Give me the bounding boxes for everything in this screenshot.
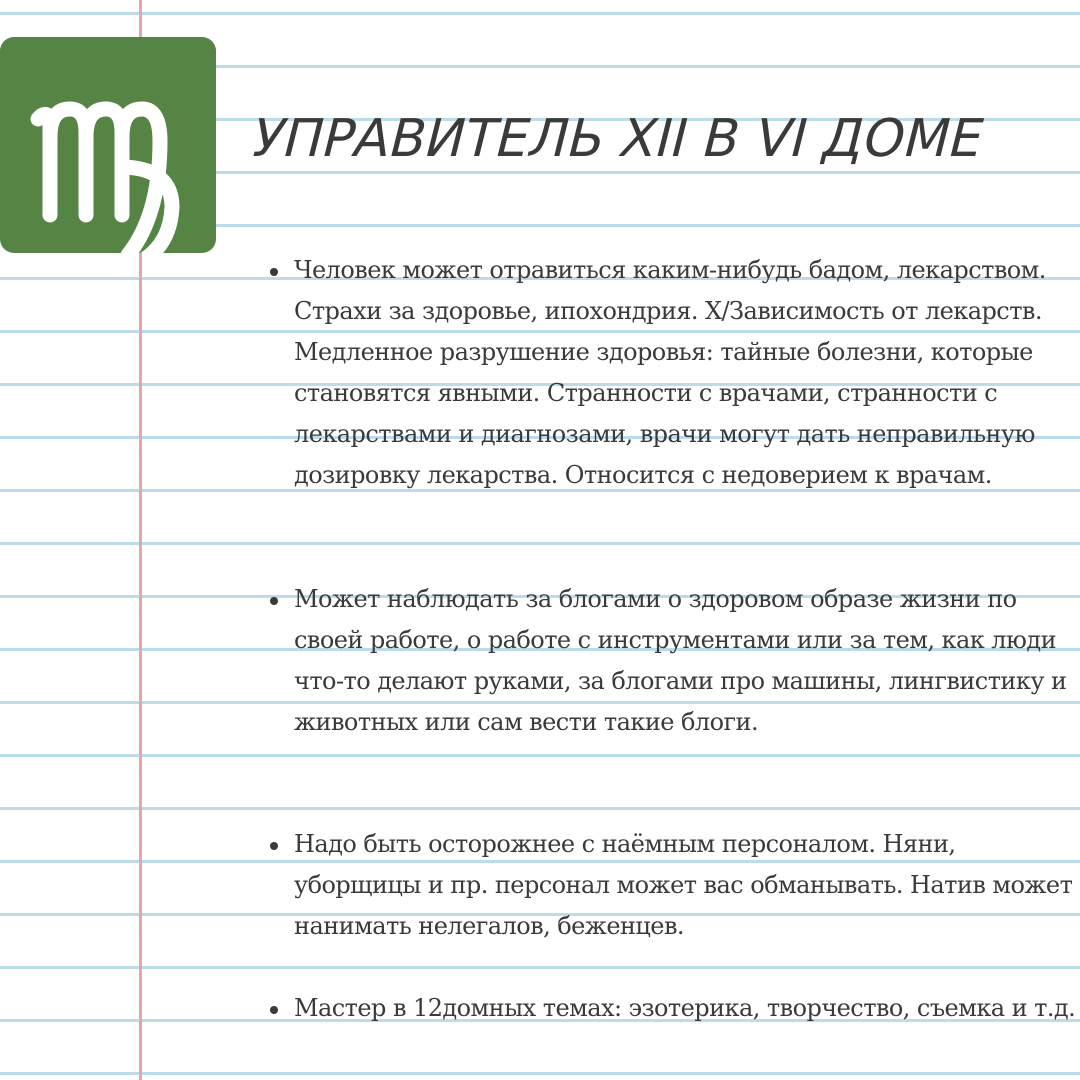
list-item [294, 579, 1080, 743]
bullet-dot [270, 1006, 278, 1014]
page-title: УПРАВИТЕЛЬ XII В VI ДОМЕ [245, 109, 991, 169]
list-item-text: Надо быть осторожнее с наёмным персоналом. Няни, уборщицы и пр. персонал может вас обманывать. Натив может нанимать нелегалов, беженцев. [294, 830, 1073, 940]
bullet-dot [270, 268, 278, 276]
bullet-dot [270, 842, 278, 850]
list-item-text: Мастер в 12домных темах: эзотерика, творчество, съемка и т.д. [294, 994, 1076, 1022]
list-item-text: Человек может отравиться каким-нибудь бадом, лекарством. Страхи за здоровье, ипохондрия. Х/Зависимость от лекарств. Медленное разрушение здоровья: тайные болезни, которые становятся явными. Странности с врачами, странности с лекарствами и диагнозами, врачи могут дать неправильную дозировку лекарства. Относится с недоверием к врачам. [294, 256, 1046, 489]
list-item [294, 824, 1080, 947]
list-item-text: Может наблюдать за блогами о здоровом образе жизни по своей работе, о работе с инструментами или за тем, как люди что-то делают руками, за блогами про машины, лингвистику и животных или сам вести такие блоги. [294, 585, 1067, 736]
list-item [294, 250, 1080, 496]
bullet-dot [270, 597, 278, 605]
list-item [294, 988, 1080, 1029]
